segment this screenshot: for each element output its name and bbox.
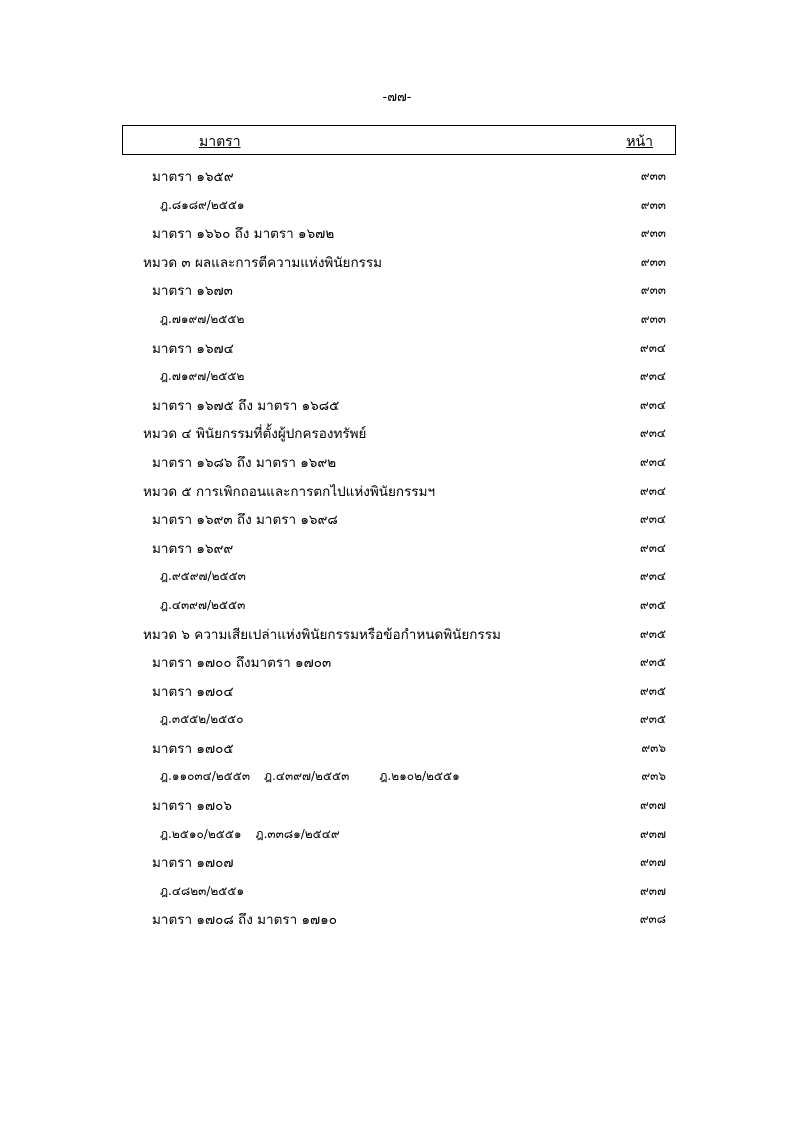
toc-entry-label (160, 567, 246, 586)
toc-case-row (0, 819, 794, 848)
toc-entry-label (152, 908, 337, 930)
toc-section-row (0, 904, 794, 933)
toc-entry-label (152, 337, 234, 359)
toc-page-number: ๙๓๗ (639, 883, 666, 898)
toc-section-row (0, 647, 794, 676)
toc-section-row (0, 218, 794, 247)
toc-page-number: ๙๓๕ (639, 655, 666, 670)
toc-chapter-row (0, 418, 794, 447)
toc-case-row (0, 704, 794, 733)
toc-case-row (0, 304, 794, 333)
toc-entry-text: ฎ.๓๕๕๒/๒๕๕๐ (160, 712, 244, 727)
toc-page-number: ๙๓๔ (639, 483, 666, 498)
toc-page-number: ๙๓๕ (639, 597, 666, 612)
toc-entry-text: ฎ.๒๑๐๒/๒๕๕๑ (379, 769, 460, 784)
page-number: -๗๗- (382, 90, 412, 105)
toc-entry-label (160, 825, 340, 844)
toc-entry-text: ฎ.๒๕๑๐/๒๕๕๑ (160, 826, 242, 841)
toc-entry-label (152, 508, 338, 530)
toc-page-number: ๙๓๔ (639, 454, 666, 469)
toc-page-number: ๙๓๗ (639, 798, 666, 813)
toc-entry-text: ฎ.๔๘๒๓/๒๕๕๑ (160, 883, 245, 898)
toc-section-row (0, 533, 794, 562)
toc-section-row (0, 847, 794, 876)
toc-list (0, 161, 794, 933)
toc-page-number: ๙๓๖ (641, 740, 666, 755)
toc-case-row (0, 876, 794, 905)
toc-entry-label (152, 165, 234, 187)
toc-entry-text: ฎ.๗๑๙๗/๒๕๕๒ (160, 311, 245, 326)
header-page-label: หน้า (626, 134, 653, 150)
toc-entry-label (152, 394, 339, 416)
toc-entry-text: หมวด ๖ ความเสียเปล่าแห่งพินัยกรรมหรือข้อกำหนดพินัยกรรม (143, 626, 501, 643)
toc-page-number: ๙๓๗ (639, 826, 666, 841)
toc-entry-text: ฎ.๔๓๙๗/๒๕๕๓ (160, 597, 246, 612)
toc-entry-label (143, 251, 382, 273)
toc-page-number: ๙๓๓ (640, 197, 666, 212)
toc-entry-text: ฎ.๔๓๙๗/๒๕๕๓ (264, 769, 350, 784)
toc-section-row (0, 504, 794, 533)
toc-entry-text: มาตรา ๑๖๙๙ (152, 540, 234, 557)
toc-page-number: ๙๓๔ (639, 340, 666, 355)
toc-page-number: ๙๓๔ (639, 397, 666, 412)
toc-section-row (0, 733, 794, 762)
toc-entry-text: ฎ.๑๑๐๓๔/๒๕๕๓ (160, 769, 251, 784)
toc-page-number: ๙๓๗ (639, 855, 666, 870)
toc-entry-text: ฎ.๘๑๘๙/๒๕๕๑ (160, 197, 245, 212)
toc-page-number: ๙๓๓ (640, 311, 666, 326)
toc-page-number: ๙๓๘ (639, 912, 666, 927)
toc-case-row (0, 590, 794, 619)
toc-case-row (0, 761, 794, 790)
toc-page-number: ๙๓๔ (639, 569, 666, 584)
toc-entry-text: ฎ.๙๕๙๗/๒๕๕๓ (160, 569, 246, 584)
toc-section-row (0, 447, 794, 476)
toc-entry-label (160, 196, 245, 215)
toc-section-row (0, 790, 794, 819)
toc-entry-label (143, 480, 435, 502)
toc-entry-text: มาตรา ๑๗๐๗ (152, 855, 234, 872)
toc-page-number: ๙๓๔ (639, 369, 666, 384)
toc-page-number: ๙๓๓ (640, 169, 666, 183)
toc-entry-text: ฎ.๗๑๙๗/๒๕๕๒ (160, 369, 245, 384)
toc-entry-text: มาตรา ๑๖๗๓ (152, 283, 233, 300)
toc-entry-text: มาตรา ๑๗๐๐ ถึงมาตรา ๑๗๐๓ (152, 655, 332, 672)
toc-chapter-row (0, 619, 794, 648)
toc-entry-label (160, 310, 244, 329)
toc-entry-text: มาตรา ๑๖๗๔ (152, 340, 234, 357)
toc-entry-label (160, 367, 244, 386)
toc-entry-label (152, 279, 233, 301)
toc-page-number: ๙๓๔ (639, 540, 666, 555)
toc-section-row (0, 676, 794, 705)
toc-page-number: ๙๓๖ (641, 769, 666, 784)
toc-section-row (0, 390, 794, 419)
toc-entry-label (160, 882, 244, 901)
toc-section-row (0, 333, 794, 362)
toc-entry-label (143, 623, 501, 645)
toc-section-row (0, 275, 794, 304)
toc-case-row (0, 361, 794, 390)
header-section-label: มาตรา (199, 134, 241, 150)
toc-entry-label (152, 794, 232, 816)
toc-page-number: ๙๓๕ (639, 683, 666, 698)
toc-entry-label (152, 851, 233, 873)
toc-entry-label (152, 222, 334, 244)
toc-entry-text: มาตรา ๑๖๘๖ ถึง มาตรา ๑๖๙๒ (152, 454, 337, 471)
toc-section-row (0, 161, 794, 190)
toc-chapter-row (0, 247, 794, 276)
toc-entry-label (152, 651, 331, 673)
toc-entry-label (152, 737, 234, 759)
toc-case-row (0, 190, 794, 219)
toc-entry-text: หมวด ๓ ผลและการตีความแห่งพินัยกรรม (143, 254, 383, 271)
toc-header (122, 125, 676, 155)
toc-page-number: ๙๓๕ (639, 712, 666, 727)
toc-entry-text: มาตรา ๑๖๗๕ ถึง มาตรา ๑๖๘๕ (152, 397, 340, 414)
toc-entry-text: หมวด ๔ พินัยกรรมที่ตั้งผู้ปกครองทรัพย์ (143, 426, 367, 443)
toc-entry-label (143, 422, 366, 444)
toc-entry-text: มาตรา ๑๗๐๘ ถึง มาตรา ๑๗๑๐ (152, 912, 337, 929)
toc-entry-text: มาตรา ๑๖๕๙ (152, 169, 234, 185)
toc-page-number: ๙๓๕ (639, 626, 666, 641)
toc-entry-text: มาตรา ๑๗๐๔ (152, 683, 234, 700)
toc-entry-text: มาตรา ๑๖๖๐ ถึง มาตรา ๑๖๗๒ (152, 226, 335, 243)
toc-entry-label (152, 537, 233, 559)
toc-entry-label (152, 451, 336, 473)
toc-entry-text: มาตรา ๑๗๐๕ (152, 740, 234, 757)
toc-page-number: ๙๓๔ (639, 512, 666, 527)
toc-entry-text: มาตรา ๑๖๙๓ ถึง มาตรา ๑๖๙๘ (152, 512, 338, 529)
toc-entry-text: หมวด ๕ การเพิกถอนและการตกไปแห่งพินัยกรรมฯ (143, 483, 436, 500)
toc-page-number: ๙๓๓ (640, 283, 666, 298)
toc-entry-text: มาตรา ๑๗๐๖ (152, 798, 232, 815)
toc-entry-label (152, 680, 234, 702)
toc-page-number: ๙๓๓ (640, 226, 666, 241)
toc-case-row (0, 561, 794, 590)
toc-chapter-row (0, 476, 794, 505)
toc-entry-label (160, 767, 460, 786)
toc-entry-text: ฎ.๓๓๘๑/๒๕๔๙ (255, 826, 340, 841)
toc-entry-label (160, 710, 244, 729)
toc-page-number: ๙๓๓ (640, 254, 666, 269)
toc-entry-label (160, 596, 245, 615)
toc-page-number: ๙๓๔ (639, 426, 666, 441)
